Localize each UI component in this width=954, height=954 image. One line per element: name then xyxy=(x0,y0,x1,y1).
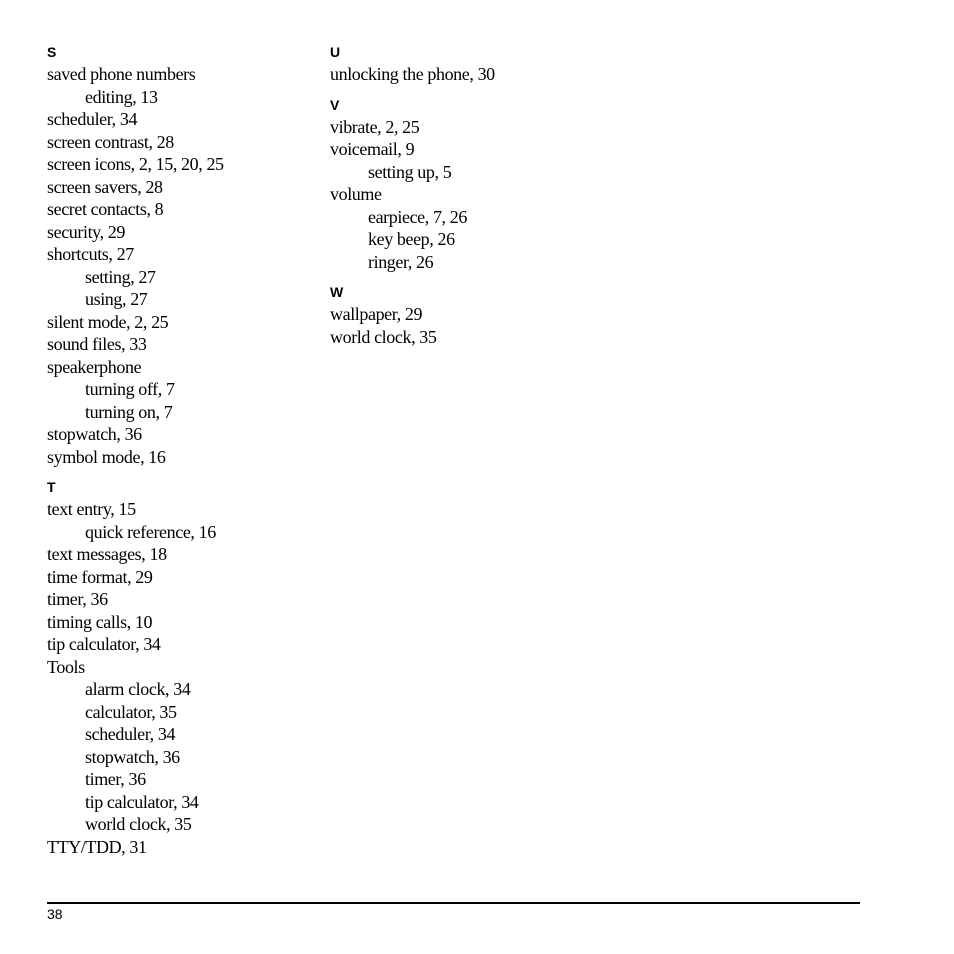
index-entry: secret contacts, 8 xyxy=(47,199,164,219)
index-entry: silent mode, 2, 25 xyxy=(47,311,169,332)
index-entry: saved phone numbers xyxy=(47,64,196,84)
index-entry: sound files, 33 xyxy=(47,334,147,354)
index-entry: symbol mode, 16 xyxy=(47,446,166,467)
index-section-letter: V xyxy=(330,96,340,113)
index-entry: TTY/TDD, 31 xyxy=(47,836,147,857)
index-entry: stopwatch, 36 xyxy=(47,424,142,444)
page-number: 38 xyxy=(47,906,63,922)
index-subentry: alarm clock, 34 xyxy=(85,679,191,699)
index-subentry: ringer, 26 xyxy=(368,251,434,272)
index-entry: volume xyxy=(330,184,382,204)
index-subentry: key beep, 26 xyxy=(368,229,455,249)
index-column-left xyxy=(47,42,317,858)
index-section-letter: U xyxy=(330,44,341,60)
index-section-letter: W xyxy=(330,284,344,300)
index-subentry: using, 27 xyxy=(85,289,148,309)
index-entry: speakerphone xyxy=(47,356,142,377)
index-section-letter: S xyxy=(47,44,57,60)
index-entry: Tools xyxy=(47,656,85,677)
index-entry: tip calculator, 34 xyxy=(47,634,161,654)
index-subentry: setting up, 5 xyxy=(368,161,452,182)
index-subentry: timer, 36 xyxy=(85,769,146,789)
index-subentry: tip calculator, 34 xyxy=(85,791,199,812)
index-subentry: world clock, 35 xyxy=(85,814,192,834)
index-entry: text messages, 18 xyxy=(47,544,167,564)
index-entry: shortcuts, 27 xyxy=(47,244,134,264)
index-subentry: setting, 27 xyxy=(85,266,156,287)
index-entry: time format, 29 xyxy=(47,566,153,587)
index-entry: wallpaper, 29 xyxy=(330,304,423,324)
index-entry: screen savers, 28 xyxy=(47,176,163,197)
index-subentry: turning off, 7 xyxy=(85,379,175,399)
index-subentry: stopwatch, 36 xyxy=(85,746,180,767)
index-subentry: turning on, 7 xyxy=(85,401,173,422)
index-column-right xyxy=(330,42,630,348)
index-subentry: editing, 13 xyxy=(85,86,158,107)
index-subentry: calculator, 35 xyxy=(85,701,177,722)
index-entry: security, 29 xyxy=(47,221,126,242)
index-entry: unlocking the phone, 30 xyxy=(330,64,495,84)
index-entry: timing calls, 10 xyxy=(47,611,153,632)
index-section-letter: T xyxy=(47,479,56,495)
index-subentry: scheduler, 34 xyxy=(85,724,176,744)
index-subentry: earpiece, 7, 26 xyxy=(368,206,467,227)
footer-rule xyxy=(47,902,860,904)
index-entry: text entry, 15 xyxy=(47,499,136,519)
index-entry: screen contrast, 28 xyxy=(47,131,174,152)
index-subentry: quick reference, 16 xyxy=(85,521,216,542)
index-entry: timer, 36 xyxy=(47,589,108,609)
index-entry: vibrate, 2, 25 xyxy=(330,116,420,137)
index-entry: screen icons, 2, 15, 20, 25 xyxy=(47,154,224,174)
index-entry: scheduler, 34 xyxy=(47,109,138,129)
index-entry: voicemail, 9 xyxy=(330,139,415,159)
index-entry: world clock, 35 xyxy=(330,326,437,347)
